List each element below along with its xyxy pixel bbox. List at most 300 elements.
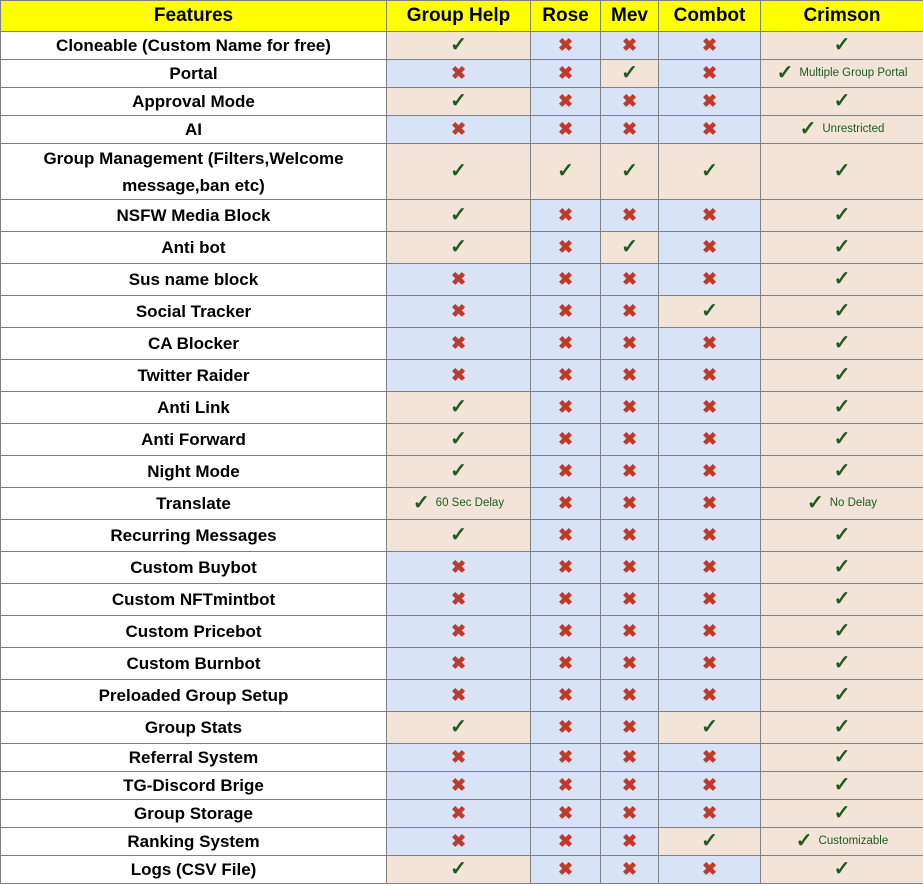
support-cell-content: [622, 120, 637, 138]
feature-name: Ranking System: [1, 828, 387, 856]
support-cell-content: [558, 64, 573, 82]
checkmark-icon: ✓: [412, 492, 430, 514]
support-cell-content: [834, 747, 851, 767]
support-cell-content: [702, 238, 717, 256]
cross-icon: ✖: [621, 620, 638, 641]
support-cell-content: [558, 334, 573, 352]
cross-icon: ✖: [450, 652, 467, 673]
checkmark-icon: ✓: [701, 830, 718, 852]
cross-icon: ✖: [701, 556, 718, 577]
feature-name: Anti Forward: [1, 424, 387, 456]
support-cell-content: [558, 804, 573, 822]
support-cell-content: [702, 686, 717, 704]
support-cell: [531, 488, 601, 520]
support-cell-content: [834, 205, 851, 225]
cross-icon: ✖: [701, 90, 718, 111]
checkmark-icon: ✓: [450, 524, 467, 546]
checkmark-icon: ✓: [701, 300, 718, 322]
support-cell-content: [558, 654, 573, 672]
table-row: [1, 360, 923, 392]
support-cell: [531, 744, 601, 772]
support-cell-content: [834, 397, 851, 417]
support-cell: [387, 712, 531, 744]
support-cell-content: [622, 558, 637, 576]
support-cell: [761, 116, 923, 144]
support-cell-content: [558, 558, 573, 576]
cross-icon: ✖: [701, 34, 718, 55]
support-cell: [387, 232, 531, 264]
support-cell: [659, 616, 761, 648]
checkmark-icon: ✓: [833, 236, 851, 258]
support-cell-content: [558, 686, 573, 704]
support-cell-content: [834, 859, 851, 879]
cross-icon: ✖: [450, 332, 467, 353]
support-cell-content: [834, 429, 851, 449]
feature-name: Custom Burnbot: [1, 648, 387, 680]
support-cell: [531, 800, 601, 828]
table-row: [1, 232, 923, 264]
cross-icon: ✖: [557, 364, 574, 385]
checkmark-icon: ✓: [701, 716, 718, 738]
table-header: [1, 1, 923, 32]
checkmark-icon: ✓: [833, 364, 851, 386]
support-cell-content: [622, 776, 637, 794]
cross-icon: ✖: [621, 364, 638, 385]
support-cell: [761, 360, 923, 392]
support-cell-content: [450, 525, 467, 545]
cross-icon: ✖: [450, 300, 467, 321]
checkmark-icon: ✓: [450, 90, 467, 112]
support-cell: [387, 88, 531, 116]
table-row: [1, 392, 923, 424]
feature-name: Referral System: [1, 744, 387, 772]
support-cell-content: [622, 804, 637, 822]
support-cell: [531, 520, 601, 552]
cell-note: Customizable: [818, 835, 889, 847]
support-cell-content: [622, 654, 637, 672]
feature-name: Night Mode: [1, 456, 387, 488]
support-cell-content: [558, 718, 573, 736]
support-cell: [531, 648, 601, 680]
checkmark-icon: ✓: [833, 746, 851, 768]
support-cell-content: [702, 334, 717, 352]
cell-note: Multiple Group Portal: [799, 67, 908, 79]
checkmark-icon: ✓: [833, 160, 851, 182]
support-cell-content: [834, 35, 851, 55]
support-cell: [387, 856, 531, 884]
cross-icon: ✖: [701, 204, 718, 225]
support-cell: [531, 32, 601, 60]
support-cell: [531, 712, 601, 744]
cross-icon: ✖: [701, 652, 718, 673]
feature-name: Translate: [1, 488, 387, 520]
cross-icon: ✖: [557, 396, 574, 417]
cross-icon: ✖: [557, 556, 574, 577]
checkmark-icon: ✓: [833, 300, 851, 322]
support-cell-content: [558, 302, 573, 320]
checkmark-icon: ✓: [621, 236, 638, 258]
support-cell-content: [450, 429, 467, 449]
checkmark-icon: ✓: [776, 62, 794, 84]
cross-icon: ✖: [701, 236, 718, 257]
support-cell: [531, 616, 601, 648]
cross-icon: ✖: [557, 858, 574, 879]
support-cell: [659, 680, 761, 712]
checkmark-icon: ✓: [833, 524, 851, 546]
cross-icon: ✖: [450, 802, 467, 823]
support-cell-content: [451, 366, 466, 384]
support-cell: [601, 772, 659, 800]
support-cell: [531, 296, 601, 328]
support-cell: [387, 200, 531, 232]
checkmark-icon: ✓: [557, 160, 574, 182]
support-cell: [601, 88, 659, 116]
support-cell-content: [451, 590, 466, 608]
support-cell: [761, 772, 923, 800]
support-cell: [601, 32, 659, 60]
support-cell-content: [558, 526, 573, 544]
support-cell: [659, 328, 761, 360]
support-cell-content: [834, 91, 851, 111]
support-cell-content: [451, 654, 466, 672]
support-cell: [531, 552, 601, 584]
support-cell-content: [558, 430, 573, 448]
support-cell-content: [451, 334, 466, 352]
support-cell-content: [622, 462, 637, 480]
support-cell-content: [622, 860, 637, 878]
support-cell-content: [834, 269, 851, 289]
checkmark-icon: ✓: [833, 396, 851, 418]
support-cell: [761, 680, 923, 712]
support-cell: [761, 328, 923, 360]
feature-name: Group Management (Filters,Welcome message,ban etc): [1, 144, 387, 200]
support-cell: [761, 712, 923, 744]
support-cell: [601, 60, 659, 88]
support-cell-content: [800, 119, 885, 139]
support-cell: [387, 520, 531, 552]
table-row: [1, 520, 923, 552]
support-cell: [761, 296, 923, 328]
support-cell: [761, 60, 923, 88]
support-cell: [761, 584, 923, 616]
header-row: [1, 1, 923, 32]
cross-icon: ✖: [557, 428, 574, 449]
support-cell-content: [622, 832, 637, 850]
support-cell: [601, 360, 659, 392]
support-cell-content: [834, 685, 851, 705]
header-crimson: Crimson: [761, 1, 923, 32]
checkmark-icon: ✓: [450, 460, 467, 482]
support-cell-content: [702, 860, 717, 878]
cell-note: No Delay: [829, 497, 878, 509]
support-cell-content: [451, 832, 466, 850]
feature-name: AI: [1, 116, 387, 144]
cross-icon: ✖: [557, 746, 574, 767]
cross-icon: ✖: [701, 588, 718, 609]
checkmark-icon: ✓: [833, 684, 851, 706]
cross-icon: ✖: [701, 268, 718, 289]
cross-icon: ✖: [621, 802, 638, 823]
support-cell-content: [450, 461, 467, 481]
checkmark-icon: ✓: [833, 588, 851, 610]
support-cell: [659, 296, 761, 328]
support-cell: [531, 828, 601, 856]
feature-name: Anti bot: [1, 232, 387, 264]
support-cell: [531, 772, 601, 800]
support-cell: [761, 856, 923, 884]
support-cell-content: [622, 526, 637, 544]
cross-icon: ✖: [701, 774, 718, 795]
support-cell: [387, 680, 531, 712]
support-cell: [387, 616, 531, 648]
support-cell: [601, 648, 659, 680]
support-cell: [387, 144, 531, 200]
support-cell: [601, 520, 659, 552]
support-cell: [531, 60, 601, 88]
support-cell-content: [622, 270, 637, 288]
support-cell: [531, 456, 601, 488]
checkmark-icon: ✓: [450, 204, 467, 226]
checkmark-icon: ✓: [701, 160, 718, 182]
support-cell: [659, 60, 761, 88]
feature-name: Anti Link: [1, 392, 387, 424]
support-cell-content: [702, 590, 717, 608]
support-cell: [659, 772, 761, 800]
checkmark-icon: ✓: [795, 830, 813, 852]
feature-name: Cloneable (Custom Name for free): [1, 32, 387, 60]
support-cell-content: [558, 366, 573, 384]
cell-note: 60 Sec Delay: [435, 497, 505, 509]
feature-name: Portal: [1, 60, 387, 88]
table-row: [1, 60, 923, 88]
support-cell-content: [451, 558, 466, 576]
cross-icon: ✖: [621, 204, 638, 225]
feature-name: Recurring Messages: [1, 520, 387, 552]
support-cell-content: [451, 776, 466, 794]
table-row: [1, 488, 923, 520]
support-cell: [387, 328, 531, 360]
support-cell-content: [450, 91, 467, 111]
support-cell-content: [558, 832, 573, 850]
checkmark-icon: ✓: [833, 268, 851, 290]
cross-icon: ✖: [621, 118, 638, 139]
table-row: [1, 424, 923, 456]
support-cell-content: [558, 590, 573, 608]
support-cell: [659, 552, 761, 584]
feature-name: NSFW Media Block: [1, 200, 387, 232]
support-cell: [761, 800, 923, 828]
support-cell-content: [450, 205, 467, 225]
support-cell: [659, 488, 761, 520]
support-cell-content: [807, 493, 877, 513]
feature-name: Sus name block: [1, 264, 387, 296]
support-cell: [761, 424, 923, 456]
table-row: [1, 264, 923, 296]
checkmark-icon: ✓: [833, 774, 851, 796]
support-cell: [761, 520, 923, 552]
checkmark-icon: ✓: [621, 160, 638, 182]
cross-icon: ✖: [450, 556, 467, 577]
checkmark-icon: ✓: [833, 620, 851, 642]
cross-icon: ✖: [557, 460, 574, 481]
cross-icon: ✖: [621, 492, 638, 513]
cross-icon: ✖: [450, 684, 467, 705]
cross-icon: ✖: [621, 90, 638, 111]
support-cell-content: [834, 525, 851, 545]
cross-icon: ✖: [621, 774, 638, 795]
support-cell: [531, 680, 601, 712]
table-row: [1, 856, 923, 884]
table-row: [1, 648, 923, 680]
support-cell: [601, 424, 659, 456]
feature-name: Twitter Raider: [1, 360, 387, 392]
support-cell-content: [701, 301, 718, 321]
feature-name: Custom Buybot: [1, 552, 387, 584]
support-cell: [761, 828, 923, 856]
support-cell-content: [834, 589, 851, 609]
cross-icon: ✖: [557, 236, 574, 257]
support-cell: [387, 488, 531, 520]
cross-icon: ✖: [621, 746, 638, 767]
support-cell: [387, 116, 531, 144]
cross-icon: ✖: [621, 830, 638, 851]
checkmark-icon: ✓: [833, 858, 851, 880]
support-cell-content: [450, 237, 467, 257]
support-cell: [601, 828, 659, 856]
cross-icon: ✖: [701, 746, 718, 767]
support-cell: [601, 392, 659, 424]
table-row: [1, 584, 923, 616]
cross-icon: ✖: [621, 268, 638, 289]
support-cell: [601, 744, 659, 772]
cross-icon: ✖: [450, 588, 467, 609]
support-cell-content: [702, 92, 717, 110]
support-cell-content: [701, 717, 718, 737]
cross-icon: ✖: [557, 830, 574, 851]
support-cell: [531, 116, 601, 144]
support-cell-content: [834, 717, 851, 737]
checkmark-icon: ✓: [833, 460, 851, 482]
support-cell: [659, 648, 761, 680]
support-cell: [387, 828, 531, 856]
support-cell: [659, 264, 761, 296]
table-row: [1, 144, 923, 200]
support-cell: [659, 424, 761, 456]
support-cell: [601, 264, 659, 296]
support-cell-content: [622, 36, 637, 54]
support-cell: [531, 200, 601, 232]
support-cell-content: [777, 63, 908, 83]
feature-name: Preloaded Group Setup: [1, 680, 387, 712]
support-cell: [601, 456, 659, 488]
support-cell: [761, 232, 923, 264]
support-cell: [761, 88, 923, 116]
support-cell: [761, 32, 923, 60]
header-rose: Rose: [531, 1, 601, 32]
cross-icon: ✖: [450, 774, 467, 795]
support-cell-content: [622, 718, 637, 736]
cross-icon: ✖: [621, 332, 638, 353]
table-body: [1, 32, 923, 884]
checkmark-icon: ✓: [450, 428, 467, 450]
cross-icon: ✖: [701, 118, 718, 139]
support-cell: [387, 296, 531, 328]
support-cell: [601, 144, 659, 200]
support-cell-content: [621, 63, 638, 83]
support-cell: [387, 360, 531, 392]
table-row: [1, 116, 923, 144]
cross-icon: ✖: [621, 524, 638, 545]
support-cell: [387, 60, 531, 88]
support-cell-content: [622, 686, 637, 704]
support-cell: [387, 552, 531, 584]
cross-icon: ✖: [450, 62, 467, 83]
cross-icon: ✖: [557, 118, 574, 139]
support-cell: [387, 584, 531, 616]
support-cell: [531, 328, 601, 360]
support-cell: [531, 264, 601, 296]
checkmark-icon: ✓: [621, 62, 638, 84]
support-cell-content: [702, 206, 717, 224]
support-cell: [761, 552, 923, 584]
support-cell: [531, 392, 601, 424]
cross-icon: ✖: [701, 492, 718, 513]
checkmark-icon: ✓: [450, 396, 467, 418]
support-cell: [531, 360, 601, 392]
support-cell-content: [834, 557, 851, 577]
cross-icon: ✖: [621, 716, 638, 737]
support-cell-content: [702, 270, 717, 288]
cross-icon: ✖: [701, 396, 718, 417]
support-cell-content: [834, 621, 851, 641]
support-cell-content: [558, 36, 573, 54]
cross-icon: ✖: [557, 524, 574, 545]
cross-icon: ✖: [621, 652, 638, 673]
table-row: [1, 744, 923, 772]
support-cell: [601, 296, 659, 328]
support-cell-content: [702, 36, 717, 54]
support-cell-content: [451, 622, 466, 640]
feature-name: Social Tracker: [1, 296, 387, 328]
support-cell: [659, 800, 761, 828]
cross-icon: ✖: [701, 684, 718, 705]
support-cell-content: [702, 622, 717, 640]
support-cell-content: [702, 366, 717, 384]
support-cell: [601, 328, 659, 360]
support-cell-content: [558, 120, 573, 138]
support-cell-content: [557, 161, 574, 181]
cross-icon: ✖: [450, 364, 467, 385]
cross-icon: ✖: [621, 556, 638, 577]
support-cell: [601, 680, 659, 712]
support-cell: [387, 392, 531, 424]
support-cell-content: [451, 120, 466, 138]
cross-icon: ✖: [450, 118, 467, 139]
support-cell-content: [622, 302, 637, 320]
cross-icon: ✖: [557, 588, 574, 609]
cross-icon: ✖: [557, 492, 574, 513]
support-cell-content: [702, 526, 717, 544]
support-cell: [387, 32, 531, 60]
support-cell: [531, 144, 601, 200]
cross-icon: ✖: [701, 858, 718, 879]
checkmark-icon: ✓: [806, 492, 824, 514]
table-row: [1, 456, 923, 488]
support-cell-content: [834, 775, 851, 795]
support-cell-content: [702, 430, 717, 448]
table-row: [1, 772, 923, 800]
support-cell-content: [451, 64, 466, 82]
